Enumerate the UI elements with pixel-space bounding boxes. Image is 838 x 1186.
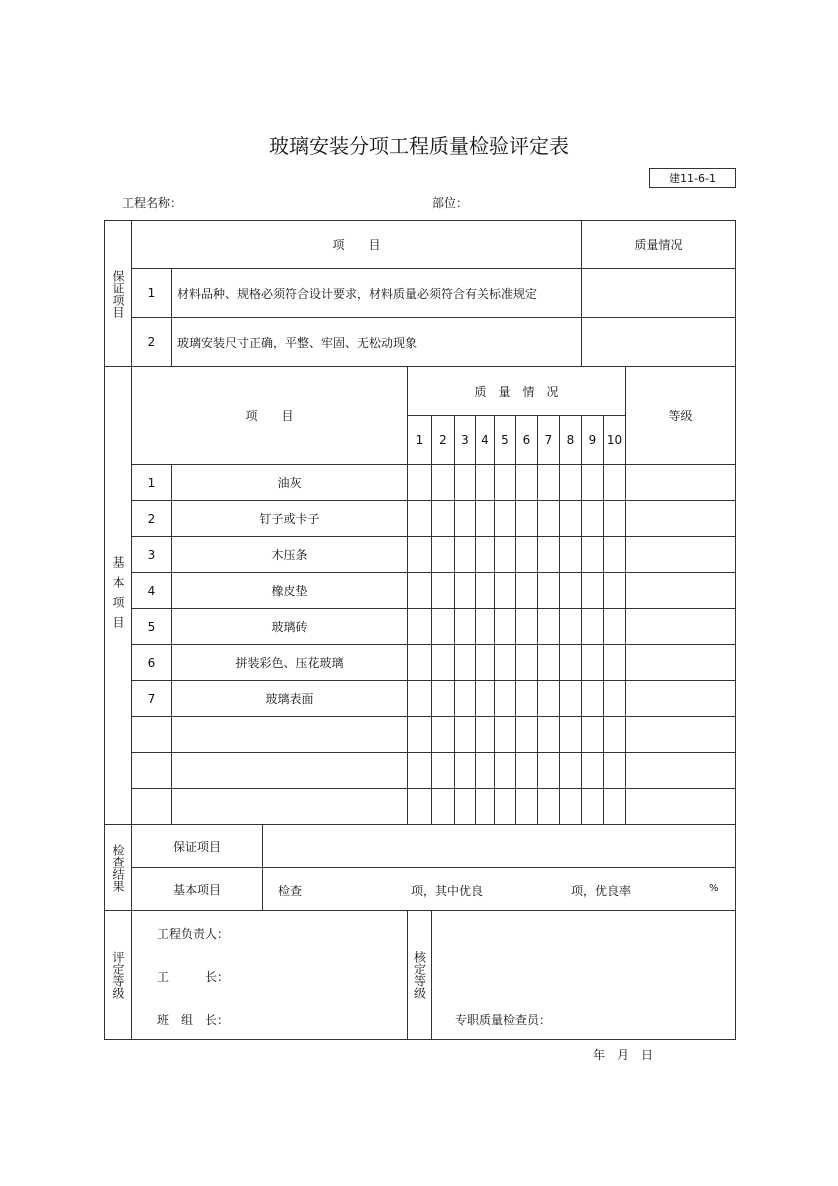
- quality-check-cell[interactable]: [537, 608, 560, 645]
- quality-check-cell[interactable]: [494, 464, 516, 501]
- guarantee-item-text: 材料品种、规格必须符合设计要求，材料质量必须符合有关标准规定: [171, 268, 582, 318]
- quality-check-cell[interactable]: [537, 464, 560, 501]
- quality-check-cell[interactable]: [475, 608, 495, 645]
- quality-check-cell[interactable]: [581, 644, 604, 681]
- quality-check-cell[interactable]: [559, 680, 582, 717]
- percent-label: %: [709, 883, 719, 894]
- quality-check-cell[interactable]: [494, 788, 516, 825]
- basic-header-grade: 等级: [625, 366, 736, 465]
- basic-item-no: 2: [131, 500, 172, 537]
- quality-check-cell[interactable]: [454, 536, 476, 573]
- basic-item-no: [131, 788, 172, 825]
- quality-check-cell[interactable]: [454, 572, 476, 609]
- verify-grade-label: 核定等级: [407, 910, 432, 1040]
- quality-check-cell[interactable]: [407, 788, 432, 825]
- quality-check-cell[interactable]: [603, 716, 626, 753]
- checked-label: 检查: [278, 884, 303, 898]
- inspection-guarantee-result[interactable]: [262, 824, 736, 868]
- quality-check-cell[interactable]: [475, 464, 495, 501]
- guarantee-item-text: 玻璃安装尺寸正确，平整、牢固、无松动现象: [171, 317, 582, 367]
- quality-check-cell[interactable]: [494, 536, 516, 573]
- grade-cell[interactable]: [625, 752, 736, 789]
- quality-check-cell[interactable]: [431, 752, 455, 789]
- basic-header-quality: 质 量 情 况: [407, 366, 626, 416]
- grade-cell[interactable]: [625, 500, 736, 537]
- basic-item-no: 1: [131, 464, 172, 501]
- quality-check-cell[interactable]: [407, 500, 432, 537]
- grade-cell[interactable]: [625, 464, 736, 501]
- basic-item-text: 油灰: [171, 464, 408, 501]
- quality-check-cell[interactable]: [537, 680, 560, 717]
- quality-check-cell[interactable]: [407, 536, 432, 573]
- grade-cell[interactable]: [625, 608, 736, 645]
- quality-check-cell[interactable]: [603, 752, 626, 789]
- quality-check-cell[interactable]: [559, 752, 582, 789]
- quality-check-cell[interactable]: [431, 572, 455, 609]
- quality-column-header: 5: [494, 415, 516, 465]
- quality-check-cell[interactable]: [494, 572, 516, 609]
- quality-check-cell[interactable]: [603, 464, 626, 501]
- quality-check-cell[interactable]: [407, 464, 432, 501]
- quality-check-cell[interactable]: [454, 788, 476, 825]
- basic-item-text: [171, 788, 408, 825]
- quality-column-header: 9: [581, 415, 604, 465]
- date-label: 年 月 日: [593, 1048, 654, 1062]
- quality-check-cell[interactable]: [603, 788, 626, 825]
- quality-check-cell[interactable]: [407, 644, 432, 681]
- quality-column-header: 7: [537, 415, 560, 465]
- quality-check-cell[interactable]: [431, 536, 455, 573]
- quality-check-cell[interactable]: [515, 500, 538, 537]
- quality-check-cell[interactable]: [431, 680, 455, 717]
- quality-check-cell[interactable]: [537, 500, 560, 537]
- quality-check-cell[interactable]: [581, 608, 604, 645]
- quality-check-cell[interactable]: [431, 644, 455, 681]
- quality-check-cell[interactable]: [537, 536, 560, 573]
- basic-item-no: 3: [131, 536, 172, 573]
- basic-item-text: 钉子或卡子: [171, 500, 408, 537]
- quality-check-cell[interactable]: [475, 716, 495, 753]
- grade-cell[interactable]: [625, 536, 736, 573]
- quality-check-cell[interactable]: [454, 464, 476, 501]
- quality-check-cell[interactable]: [475, 752, 495, 789]
- quality-check-cell[interactable]: [581, 788, 604, 825]
- inspector-label: 专职质量检查员：: [455, 1013, 552, 1027]
- quality-check-cell[interactable]: [454, 500, 476, 537]
- grade-cell[interactable]: [625, 716, 736, 753]
- quality-column-header: 10: [603, 415, 626, 465]
- quality-check-cell[interactable]: [581, 572, 604, 609]
- quality-check-cell[interactable]: [559, 716, 582, 753]
- grade-cell[interactable]: [625, 644, 736, 681]
- quality-check-cell[interactable]: [431, 500, 455, 537]
- quality-check-cell[interactable]: [431, 788, 455, 825]
- quality-check-cell[interactable]: [515, 788, 538, 825]
- quality-check-cell[interactable]: [454, 716, 476, 753]
- team-leader-label: 班 组 长：: [157, 1013, 230, 1027]
- grade-cell[interactable]: [625, 572, 736, 609]
- form-code: 建11-6-1: [649, 168, 736, 188]
- quality-check-cell[interactable]: [494, 500, 516, 537]
- quality-check-cell[interactable]: [431, 464, 455, 501]
- quality-check-cell[interactable]: [559, 608, 582, 645]
- quality-check-cell[interactable]: [515, 536, 538, 573]
- quality-check-cell[interactable]: [559, 464, 582, 501]
- good-rate-label: 项，优良率: [571, 884, 632, 898]
- guarantee-quality-cell[interactable]: [581, 317, 736, 367]
- project-leader-label: 工程负责人：: [157, 927, 230, 941]
- basic-header-item: 项 目: [131, 366, 408, 465]
- basic-item-no: [131, 716, 172, 753]
- quality-check-cell[interactable]: [407, 572, 432, 609]
- quality-check-cell[interactable]: [407, 680, 432, 717]
- quality-check-cell[interactable]: [475, 536, 495, 573]
- of-which-good-label: 项，其中优良: [411, 884, 484, 898]
- basic-item-no: 6: [131, 644, 172, 681]
- quality-check-cell[interactable]: [581, 752, 604, 789]
- basic-item-no: 4: [131, 572, 172, 609]
- quality-check-cell[interactable]: [581, 680, 604, 717]
- quality-check-cell[interactable]: [494, 752, 516, 789]
- guarantee-item-no: 1: [131, 268, 172, 318]
- basic-item-no: 5: [131, 608, 172, 645]
- quality-check-cell[interactable]: [431, 716, 455, 753]
- basic-item-text: 橡皮垫: [171, 572, 408, 609]
- quality-check-cell[interactable]: [494, 680, 516, 717]
- quality-check-cell[interactable]: [454, 608, 476, 645]
- quality-check-cell[interactable]: [559, 572, 582, 609]
- quality-check-cell[interactable]: [475, 680, 495, 717]
- quality-check-cell[interactable]: [407, 608, 432, 645]
- quality-check-cell[interactable]: [581, 500, 604, 537]
- quality-column-header: 2: [431, 415, 455, 465]
- quality-check-cell[interactable]: [515, 716, 538, 753]
- quality-check-cell[interactable]: [454, 752, 476, 789]
- quality-check-cell[interactable]: [603, 644, 626, 681]
- quality-check-cell[interactable]: [559, 644, 582, 681]
- quality-check-cell[interactable]: [515, 608, 538, 645]
- quality-check-cell[interactable]: [515, 644, 538, 681]
- quality-column-header: 3: [454, 415, 476, 465]
- quality-check-cell[interactable]: [475, 644, 495, 681]
- guarantee-header-item: 项 目: [131, 220, 582, 269]
- quality-check-cell[interactable]: [581, 716, 604, 753]
- quality-check-cell[interactable]: [537, 644, 560, 681]
- quality-check-cell[interactable]: [603, 500, 626, 537]
- quality-check-cell[interactable]: [581, 536, 604, 573]
- guarantee-section-label: 保证项目: [104, 220, 132, 367]
- quality-column-header: 6: [515, 415, 538, 465]
- form-title: 玻璃安装分项工程质量检验评定表: [269, 134, 569, 158]
- project-name-label: 工程名称：: [122, 196, 183, 210]
- quality-check-cell[interactable]: [537, 572, 560, 609]
- basic-item-text: 玻璃表面: [171, 680, 408, 717]
- evaluation-section-label: 评定等级: [104, 910, 132, 1040]
- inspection-section-label: 检查结果: [104, 824, 132, 911]
- quality-check-cell[interactable]: [494, 644, 516, 681]
- guarantee-header-quality: 质量情况: [581, 220, 736, 269]
- quality-column-header: 8: [559, 415, 582, 465]
- basic-item-text: 木压条: [171, 536, 408, 573]
- quality-column-header: 4: [475, 415, 495, 465]
- grade-cell[interactable]: [625, 680, 736, 717]
- grade-cell[interactable]: [625, 788, 736, 825]
- basic-section-label: 基本项目: [104, 366, 132, 825]
- quality-check-cell[interactable]: [603, 680, 626, 717]
- quality-check-cell[interactable]: [475, 788, 495, 825]
- quality-check-cell[interactable]: [515, 572, 538, 609]
- quality-check-cell[interactable]: [494, 716, 516, 753]
- quality-check-cell[interactable]: [407, 716, 432, 753]
- location-label: 部位：: [432, 196, 469, 210]
- quality-check-cell[interactable]: [603, 536, 626, 573]
- quality-check-cell[interactable]: [515, 752, 538, 789]
- quality-column-header: 1: [407, 415, 432, 465]
- basic-item-text: [171, 716, 408, 753]
- quality-check-cell[interactable]: [494, 608, 516, 645]
- inspection-guarantee-label: 保证项目: [131, 824, 263, 868]
- quality-check-cell[interactable]: [454, 680, 476, 717]
- quality-check-cell[interactable]: [603, 608, 626, 645]
- quality-check-cell[interactable]: [559, 788, 582, 825]
- guarantee-item-no: 2: [131, 317, 172, 367]
- inspection-basic-result[interactable]: [262, 867, 736, 911]
- inspection-basic-label: 基本项目: [131, 867, 263, 911]
- quality-check-cell[interactable]: [475, 572, 495, 609]
- basic-item-text: 拼装彩色、压花玻璃: [171, 644, 408, 681]
- quality-check-cell[interactable]: [407, 752, 432, 789]
- quality-check-cell[interactable]: [537, 716, 560, 753]
- quality-check-cell[interactable]: [515, 680, 538, 717]
- quality-check-cell[interactable]: [431, 608, 455, 645]
- quality-check-cell[interactable]: [581, 464, 604, 501]
- quality-check-cell[interactable]: [559, 500, 582, 537]
- quality-check-cell[interactable]: [515, 464, 538, 501]
- guarantee-quality-cell[interactable]: [581, 268, 736, 318]
- quality-check-cell[interactable]: [537, 788, 560, 825]
- quality-check-cell[interactable]: [603, 572, 626, 609]
- basic-item-text: 玻璃砖: [171, 608, 408, 645]
- foreman-label: 工 长：: [157, 970, 230, 984]
- basic-item-no: 7: [131, 680, 172, 717]
- quality-check-cell[interactable]: [454, 644, 476, 681]
- quality-check-cell[interactable]: [475, 500, 495, 537]
- quality-check-cell[interactable]: [559, 536, 582, 573]
- basic-item-text: [171, 752, 408, 789]
- quality-check-cell[interactable]: [537, 752, 560, 789]
- basic-item-no: [131, 752, 172, 789]
